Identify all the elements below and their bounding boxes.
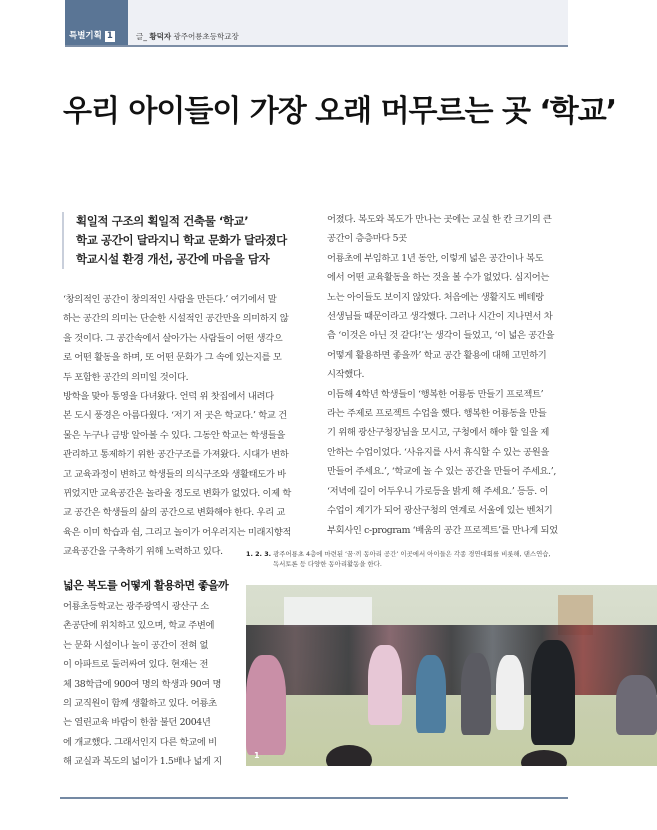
body-line: 부회사인 c-program ‘배움의 공간 프로젝트’를 만나게 되었 <box>327 524 558 536</box>
body-line: 기 위해 광산구청장님을 모시고, 구청에서 해야 할 일을 제 <box>327 427 549 439</box>
body-line: 는 문화 시설이나 놀이 공간이 전혀 없 <box>63 639 209 651</box>
body-line: 어떻게 활용하면 좋을까’ 학교 공간 활용에 대해 고민하기 <box>327 349 547 361</box>
photo-whiteboard <box>284 597 372 627</box>
photo-crowd <box>246 625 657 695</box>
section-label <box>69 29 115 42</box>
body-column-right <box>327 210 558 540</box>
body-line: 로 어떤 활동을 하며, 또 어떤 문화가 그 속에 있는지를 모 <box>63 352 282 364</box>
body-line: 만들어 주세요.’, ‘학교에 놀 수 있는 공간을 만들어 주세요.’, <box>327 466 556 478</box>
section-number: 1 <box>106 31 113 41</box>
body-line: 는 열린교육 바람이 한참 불던 2004년 <box>63 717 211 729</box>
body-line: 의 교직원이 함께 생활하고 있다. 어룡초 <box>63 698 217 710</box>
body-line: 본 도시 풍경은 아름다웠다. ‘저기 저 곳은 학교다.’ 학교 건 <box>63 410 287 422</box>
body-line: 공간이 층층마다 5곳 <box>327 233 407 245</box>
photo-child <box>496 655 524 730</box>
body-line: 물은 누구나 금방 알아볼 수 있다. 그동안 학교는 학생들을 <box>63 429 285 441</box>
photo-child <box>616 675 657 735</box>
lead-line: 학교시설 환경 개선, 공간에 마음을 담자 <box>76 252 270 266</box>
page-footer-rule <box>60 797 568 799</box>
caption-line: 광주어룡초 4층에 마련된 ‘꿈·끼 동아리 공간’ 이곳에서 아이들은 각종 경연대회를 비롯해, 댄스연습, <box>273 550 551 558</box>
photo-adult <box>531 640 575 745</box>
photo-head <box>326 745 372 766</box>
photo-number: 1 <box>254 751 260 760</box>
article-lead <box>62 212 287 269</box>
photo-child <box>461 653 491 735</box>
body-line: 촌공단에 위치하고 있으며, 학교 주변에 <box>63 620 215 632</box>
body-line: ‘창의적인 공간이 창의적인 사람을 만든다.’ 여기에서 말 <box>63 294 277 305</box>
body-line: 수업이 계기가 되어 광산구청의 연계로 서울에 있는 벤처기 <box>327 505 553 517</box>
photo-caption <box>246 549 550 569</box>
photo-child <box>246 655 286 755</box>
body-line: 어룡초에 부임하고 1년 동안, 이렇게 넓은 공간이나 복도 <box>327 252 544 264</box>
author-name: 황덕자 <box>149 32 172 41</box>
body-line: 육은 이미 학습과 쉼, 그리고 놀이가 어우러지는 미래지향적 <box>63 526 291 538</box>
body-line: 해 교실과 복도의 넓이가 1.5배나 넓게 지 <box>63 756 222 768</box>
body-line: 관리하고 통제하기 위한 공간구조를 가져왔다. 시대가 변하 <box>63 449 289 461</box>
caption-line: 독서토론 등 다양한 동아리활동을 한다. <box>273 560 382 568</box>
body-line: 을 것이다. 그 공간속에서 살아가는 사람들이 어떤 생각으 <box>63 332 283 344</box>
body-column-left <box>63 290 291 562</box>
body-line: 에서 어떤 교육활동을 하는 것을 볼 수가 없었다. 심지어는 <box>327 272 549 284</box>
body-line: 고 교육과정이 변하고 학생들의 의식구조와 생활태도가 바 <box>63 468 286 480</box>
section-tab <box>65 0 128 45</box>
body-line: 두 포함한 공간의 의미일 것이다. <box>63 371 189 383</box>
body-line: 에 개교했다. 그래서인지 다른 학교에 비 <box>63 736 217 748</box>
body-line: 어졌다. 복도와 복도가 만나는 곳에는 교실 한 칸 크기의 큰 <box>327 214 552 225</box>
body-line: ‘저녁에 길이 어두우니 가로등을 밝게 해 주세요.’ 등등. 이 <box>327 485 549 497</box>
photo-child <box>416 655 446 733</box>
body-line: 방학을 맞아 통영을 다녀왔다. 언덕 위 찻집에서 내려다 <box>63 391 274 403</box>
photo-head <box>521 750 567 766</box>
body-line: 시작했다. <box>327 369 365 381</box>
author-prefix: 글_ <box>136 32 147 41</box>
body-line: 선생님들 때문이라고 생각했다. 그러나 시간이 지나면서 차 <box>327 311 553 323</box>
body-line: 뀌었지만 교육공간은 놀라울 정도로 변화가 없었다. 이제 학 <box>63 488 291 500</box>
body-line: 안하는 수업이었다. ‘사유지를 사서 휴식할 수 있는 공원을 <box>327 446 549 458</box>
body-line: 라는 주제로 프로젝트 수업을 했다. 행복한 어룡동을 만들 <box>327 408 547 420</box>
body-line: 체 38학급에 900여 명의 학생과 90여 명 <box>63 678 222 690</box>
page-header <box>65 0 568 47</box>
body-line: 교 공간은 학생들의 삶의 공간으로 변화해야 한다. 우리 교 <box>63 507 285 519</box>
article-title: 우리 아이들이 가장 오래 머무르는 곳 ‘학교’ <box>63 94 617 129</box>
body-line: 노는 아이들도 보이지 않았다. 처음에는 생활지도 베테랑 <box>327 291 544 303</box>
lead-line: 학교 공간이 달라지니 학교 문화가 달라졌다 <box>76 233 287 247</box>
author-byline <box>136 31 239 42</box>
body-line: 교육공간을 구축하기 위해 노력하고 있다. <box>63 546 223 558</box>
body-line: 이 아파트로 둘러싸여 있다. 현재는 전 <box>63 659 209 671</box>
section-subheading: 넓은 복도를 어떻게 활용하면 좋을까 <box>63 579 229 592</box>
section-label-text: 특별기획 <box>69 31 102 41</box>
body-column-left-2 <box>63 597 222 772</box>
photo-child <box>368 645 402 725</box>
body-line: 어룡초등학교는 광주광역시 광산구 소 <box>63 601 209 612</box>
article-photo <box>246 585 657 766</box>
body-line: 이듬해 4학년 학생들이 ‘행복한 어룡동 만들기 프로젝트’ <box>327 388 544 400</box>
lead-line: 획일적 구조의 획일적 건축물 ‘학교’ <box>76 214 249 228</box>
author-title: 광주어룡초등학교장 <box>173 32 239 41</box>
body-line: 하는 공간의 의미는 단순한 시설적인 공간만을 의미하지 않 <box>63 313 289 325</box>
body-line: 츰 ‘이것은 아닌 것 같다!’는 생각이 들었고, ‘이 넓은 공간을 <box>327 330 555 342</box>
caption-numbers: 1. 2. 3. <box>246 550 272 558</box>
